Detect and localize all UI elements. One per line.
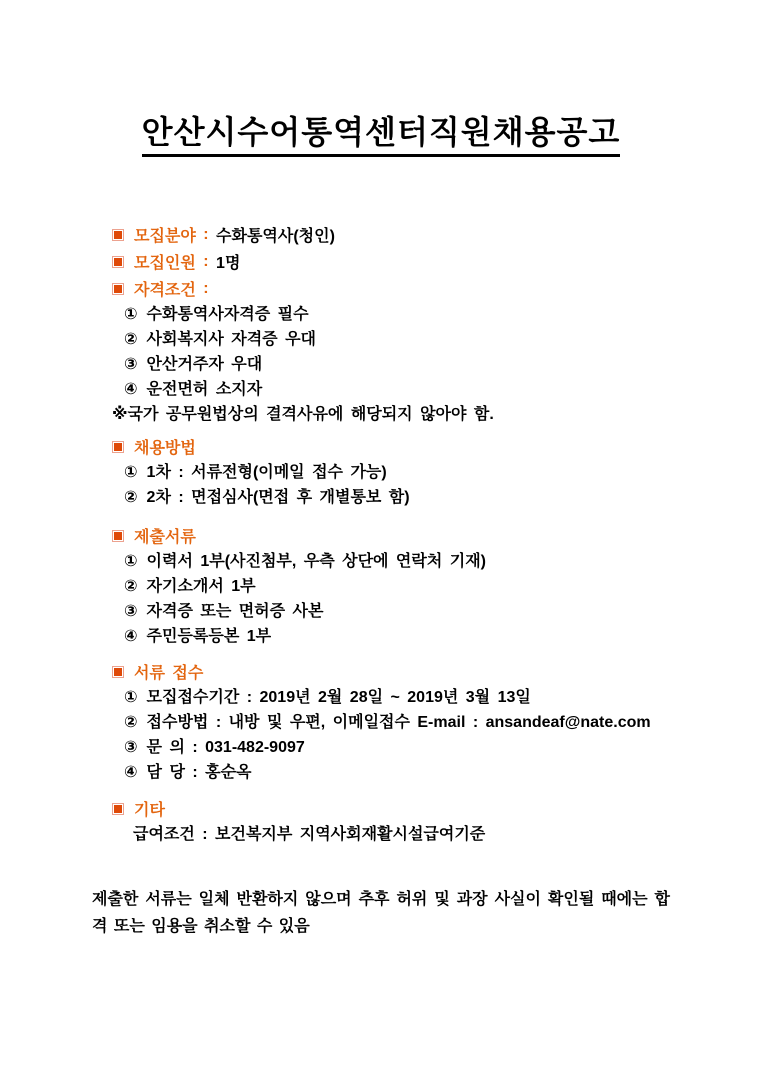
section-etc bbox=[92, 795, 670, 847]
field-value: 1명 bbox=[216, 255, 241, 272]
square-bullet-icon bbox=[112, 441, 124, 453]
title-block bbox=[92, 112, 670, 157]
colon-separator: : bbox=[195, 279, 217, 297]
section-heading-etc bbox=[92, 795, 670, 822]
circled-number: ② bbox=[124, 489, 138, 506]
square-bullet-icon bbox=[112, 283, 124, 295]
section-recruit bbox=[92, 221, 670, 427]
section-reception bbox=[92, 658, 670, 785]
circled-number: ① bbox=[124, 464, 138, 481]
colon-separator: : bbox=[195, 225, 217, 243]
list-item-text: 운전면허 소지자 bbox=[146, 381, 263, 398]
circled-number: ① bbox=[124, 553, 138, 570]
section-heading-reception bbox=[92, 658, 670, 685]
list-item-text: 사회복지사 자격증 우대 bbox=[146, 331, 316, 348]
list-item-text: 접수방법 : 내방 및 우편, 이메일접수 E-mail : ansandeaf@nate.com bbox=[146, 714, 651, 731]
square-bullet-icon bbox=[112, 666, 124, 678]
section-heading-label: 제출서류 bbox=[134, 529, 196, 546]
document-title: 안산시수어통역센터직원채용공고 bbox=[142, 112, 621, 157]
footer-notice: 제출한 서류는 일체 반환하지 않으며 추후 허위 및 과장 사실이 확인될 때에는 합격 또는 임용을 취소할 수 있음 bbox=[92, 891, 670, 935]
circled-number: ② bbox=[124, 578, 138, 595]
square-bullet-core bbox=[114, 231, 122, 239]
field-row-headcount bbox=[92, 248, 670, 275]
circled-number: ① bbox=[124, 689, 138, 706]
circled-number: ④ bbox=[124, 764, 138, 781]
field-label: 자격조건 bbox=[134, 282, 196, 299]
circled-number: ③ bbox=[124, 603, 138, 620]
section-heading-label: 채용방법 bbox=[134, 440, 196, 457]
field-value: 수화통역사(청인) bbox=[216, 228, 335, 245]
list-item-contact-person bbox=[92, 760, 670, 785]
list-item bbox=[92, 549, 670, 574]
list-item-text: 담 당 : 홍순옥 bbox=[146, 764, 252, 781]
square-bullet-core bbox=[114, 285, 122, 293]
list-item-text: 안산거주자 우대 bbox=[146, 356, 263, 373]
list-item-text: 수화통역사자격증 필수 bbox=[146, 306, 309, 323]
square-bullet-core bbox=[114, 258, 122, 266]
list-item-text: 주민등록등본 1부 bbox=[146, 628, 272, 645]
list-item bbox=[92, 460, 670, 485]
disqualification-note: ※국가 공무원법상의 결격사유에 해당되지 않아야 함. bbox=[112, 406, 494, 423]
list-item-reception-period bbox=[92, 685, 670, 710]
salary-condition-text: 급여조건 : 보건복지부 지역사회재활시설급여기준 bbox=[133, 826, 486, 843]
field-row-qualifications bbox=[92, 275, 670, 302]
list-item bbox=[92, 302, 670, 327]
circled-number: ③ bbox=[124, 739, 138, 756]
circled-number: ③ bbox=[124, 356, 138, 373]
list-item-text: 자격증 또는 면허증 사본 bbox=[146, 603, 324, 620]
square-bullet-icon bbox=[112, 229, 124, 241]
square-bullet-icon bbox=[112, 803, 124, 815]
section-heading-documents bbox=[92, 522, 670, 549]
circled-number: ① bbox=[124, 306, 138, 323]
section-method bbox=[92, 433, 670, 510]
section-heading-label: 기타 bbox=[134, 802, 165, 819]
section-heading-label: 서류 접수 bbox=[134, 665, 204, 682]
list-item-text: 모집접수기간 : 2019년 2월 28일 ~ 2019년 3월 13일 bbox=[146, 689, 531, 706]
list-item-text: 자기소개서 1부 bbox=[146, 578, 256, 595]
list-item-reception-method bbox=[92, 710, 670, 735]
section-documents bbox=[92, 522, 670, 649]
list-item bbox=[92, 574, 670, 599]
square-bullet-icon bbox=[112, 530, 124, 542]
section-heading-method bbox=[92, 433, 670, 460]
list-item-contact-phone bbox=[92, 735, 670, 760]
circled-number: ④ bbox=[124, 628, 138, 645]
list-item bbox=[92, 599, 670, 624]
field-row-recruit-field bbox=[92, 221, 670, 248]
list-item bbox=[92, 352, 670, 377]
circled-number: ② bbox=[124, 331, 138, 348]
list-item bbox=[92, 624, 670, 649]
colon-separator: : bbox=[195, 252, 217, 270]
list-item-text: 1차 : 서류전형(이메일 접수 가능) bbox=[146, 464, 387, 481]
circled-number: ④ bbox=[124, 381, 138, 398]
list-item bbox=[92, 485, 670, 510]
circled-number: ② bbox=[124, 714, 138, 731]
square-bullet-icon bbox=[112, 256, 124, 268]
list-item bbox=[92, 377, 670, 402]
square-bullet-core bbox=[114, 443, 122, 451]
list-item-text: 문 의 : 031-482-9097 bbox=[146, 739, 305, 756]
field-label: 모집분야 bbox=[134, 228, 196, 245]
square-bullet-core bbox=[114, 805, 122, 813]
square-bullet-core bbox=[114, 668, 122, 676]
list-item-text: 이력서 1부(사진첨부, 우측 상단에 연락처 기재) bbox=[146, 553, 486, 570]
document-content bbox=[92, 0, 670, 940]
list-item-text: 2차 : 면접심사(면접 후 개별통보 함) bbox=[146, 489, 410, 506]
list-item bbox=[92, 327, 670, 352]
field-label: 모집인원 bbox=[134, 255, 196, 272]
square-bullet-core bbox=[114, 532, 122, 540]
